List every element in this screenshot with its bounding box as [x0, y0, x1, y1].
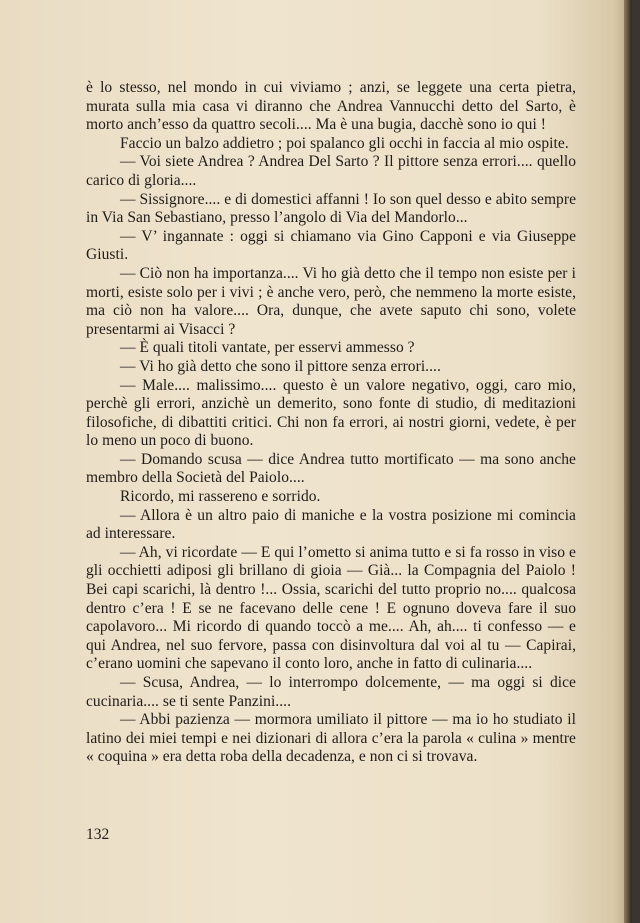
paragraph: — V’ ingannate : oggi si chiamano via Gino Capponi e via Giuseppe Giusti.: [86, 227, 576, 264]
paragraph: — Vi ho già detto che sono il pittore senza errori....: [120, 357, 441, 375]
paragraph: — Allora è un altro paio di maniche e la vostra posizione mi comincia ad interessare.: [86, 506, 576, 543]
paragraph: — Sissignore.... e di domestici affanni ! Io son quel desso e abito sempre in Via San Sebastiano, presso l’angolo di Via del Mandorlo...: [86, 190, 576, 227]
paragraph: — Abbi pazienza — mormora umiliato il pittore — ma io ho studiato il latino dei miei tempi e nei dizionari di allora c’era la parola « culina » mentre « coquina » era detta roba della decadenza, e non ci si trovava.: [86, 711, 576, 766]
paragraph: Ricordo, mi rassereno e sorrido.: [120, 488, 321, 506]
paragraph: — Ah, vi ricordate — E qui l’ometto si anima tutto e si fa rosso in viso e gli occhietti adiposi gli brillano di gioia — Già... la Compagnia del Paiolo ! Bei capi scarichi, là dentro !... Ossia, scarichi del tutto proprio no.... qualcosa dentro c’era ! E se ne facevano delle cene ! E ognuno doveva fare il suo capolavoro... Mi ricordo di quando toccò a me.... Ah, ah.... ti confesso — e qui Andrea, nel suo fervore, passa con disinvoltura dal voi al tu — Capirai, c’erano uomini che sapevano il conto loro, anche in fatto di culinaria....: [86, 543, 576, 673]
paragraph: — Scusa, Andrea, — lo interrompo dolcemente, — ma oggi si dice cucinaria.... se ti sente Panzini....: [86, 674, 576, 710]
page-number: 132: [86, 826, 110, 843]
paragraph: — Voi siete Andrea ? Andrea Del Sarto ? Il pittore senza errori.... quello carico di gloria....: [86, 153, 576, 189]
paragraph: — Male.... malissimo.... questo è un valore negativo, oggi, caro mio, perchè gli errori, anzichè un demerito, sono fonte di studio, di meditazioni filosofiche, di dibattiti critici. Chi non fa errori, ai nostri giorni, vedete, è per lo meno un poco di buono.: [86, 376, 576, 450]
paragraph: — È quali titoli vantate, per esservi ammesso ?: [120, 339, 415, 357]
paragraph: è lo stesso, nel mondo in cui viviamo ; anzi, se leggete una certa pietra, murata sulla mia casa vi diranno che Andrea Vannucchi detto del Sarto, è morto anch’esso da quattro secoli.... Ma è una bugia, dacchè sono io qui !: [86, 79, 576, 134]
paragraph: — Domando scusa — dice Andrea tutto mortificato — ma sono anche membro della Società del Paiolo....: [86, 450, 576, 487]
paragraph: Faccio un balzo addietro ; poi spalanco gli occhi in faccia al mio ospite.: [120, 134, 569, 152]
paragraph: — Ciò non ha importanza.... Vi ho già detto che il tempo non esiste per i morti, esiste solo per i vivi ; è anche vero, però, che nemmeno la morte esiste, ma ciò non ha valore.... Ora, dunque, che avete saputo chi sono, volete presentarmi ai Visacci ?: [86, 264, 576, 338]
body-text: [86, 79, 576, 767]
page-edge-shadow: [624, 0, 632, 923]
